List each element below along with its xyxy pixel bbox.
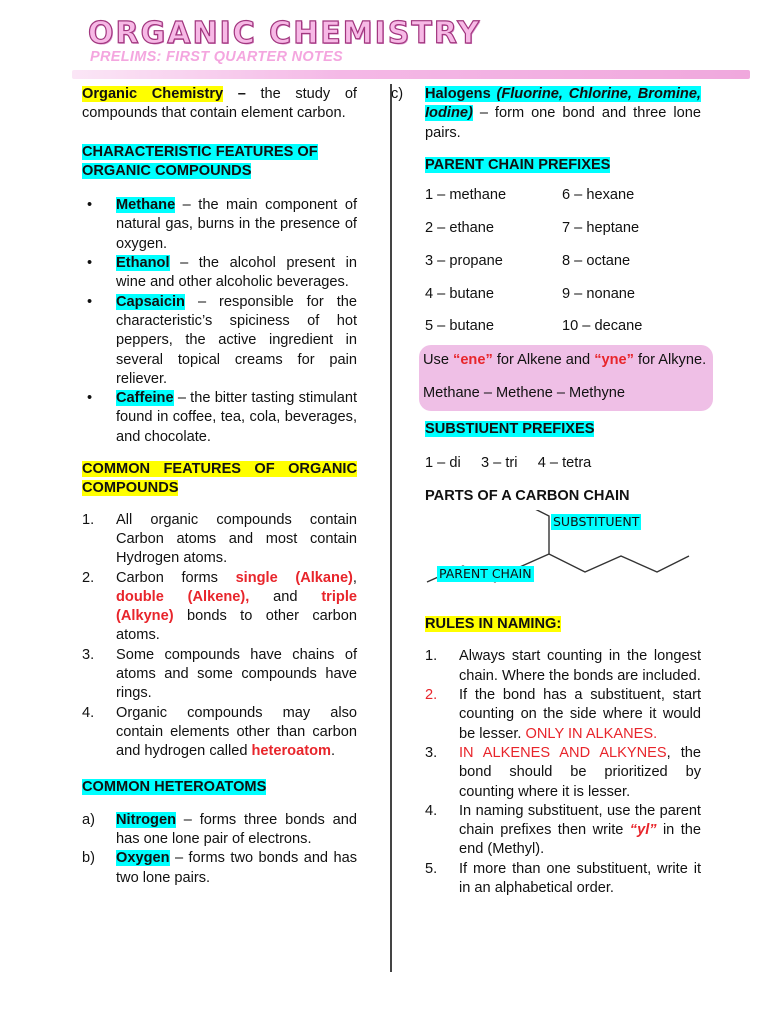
rules-list <box>425 647 701 898</box>
page-title: ORGANIC CHEMISTRY <box>88 16 482 51</box>
rule-3-emphasis: IN ALKENES AND ALKYNES <box>459 744 667 761</box>
left-column <box>82 85 357 888</box>
common-list <box>82 511 357 762</box>
term-methane: Methane <box>116 197 176 214</box>
list-label: a) <box>82 811 95 828</box>
yl-suffix: “yl” <box>629 822 657 839</box>
substituent-label: SUBSTITUENT <box>553 514 640 530</box>
term-oxygen: Oxygen <box>116 850 170 867</box>
list-item: 2. Carbon forms single (Alkane), double (Alkene), and triple (Alkyne) bonds to other carbon atoms. <box>82 569 357 644</box>
triple-alkyne: triple (Alkyne) <box>116 588 357 625</box>
rules-heading-wrap <box>425 615 701 634</box>
term-text: – form one bond and three lone pairs. <box>425 105 701 141</box>
char-heading-wrap <box>82 143 357 182</box>
term-text: – the alcohol present in wine and other alcoholic beverages. <box>116 255 357 291</box>
rule-4-end: in the end (Methyl). <box>459 822 701 858</box>
rule-2-number: 2. <box>425 687 438 704</box>
term-text: – forms two bonds and has two lone pairs. <box>116 850 357 886</box>
list-label: c) <box>391 86 404 102</box>
and-text: and <box>249 588 322 605</box>
hetero-heading-wrap <box>82 778 357 797</box>
list-item <box>391 85 701 143</box>
common-item-4: Organic compounds may also contain elements other than carbon and hydrogen called <box>116 704 357 760</box>
intro-text: the study of compounds that contain element carbon. <box>82 86 357 122</box>
list-item: 3. Some compounds have chains of atoms and some compounds have rings. <box>82 646 357 702</box>
rule-2-emphasis: ONLY IN ALKANES. <box>525 725 658 742</box>
parts-heading: PARTS OF A CARBON CHAIN <box>425 487 630 504</box>
hetero-heading: COMMON HETEROATOMS <box>82 778 267 795</box>
list-item <box>82 849 357 888</box>
prefix-grid <box>425 186 701 336</box>
list-item <box>82 811 357 850</box>
list-item: 1. Always start counting in the longest chain. Where the bonds are included. <box>425 648 701 684</box>
rule-3: , the bond should be prioritized by counting where it is lesser. <box>459 744 701 800</box>
page-subtitle: PRELIMS: FIRST QUARTER NOTES <box>90 49 344 65</box>
halogen-list <box>391 85 701 143</box>
list-item: • Capsaicin – responsible for the characteristic’s spiciness of hot peppers, the active ingredient in several topical creams for pain reliever. <box>87 293 357 387</box>
list-item: • Methane – the main component of natural gas, burns in the presence of oxygen. <box>87 197 357 252</box>
list-label: b) <box>82 850 95 867</box>
list-item: • Caffeine – the bitter tasting stimulant found in coffee, tea, cola, beverages, and chocolate. <box>87 390 357 445</box>
term-caffeine: Caffeine <box>116 390 174 407</box>
term-capsaicin: Capsaicin <box>116 293 185 310</box>
intro-term: Organic Chemistry <box>82 86 224 102</box>
term-text: – forms three bonds and has one lone pair of electrons. <box>116 811 357 848</box>
prefix-item: 4 – butane <box>425 285 494 302</box>
right-column <box>391 85 707 898</box>
common-heading-wrap <box>82 460 357 499</box>
term-text: – responsible for the characteristic’s spiciness of hot peppers, the active ingredient in several topical creams for pain reliever. <box>116 293 357 387</box>
term-halogens: Halogens <box>425 86 491 102</box>
common-item-2-end: bonds to other carbon atoms. <box>116 608 357 644</box>
prefix-item: 9 – nonane <box>562 285 636 302</box>
note-text: Use <box>423 351 454 368</box>
prefix-item: 7 – heptane <box>562 219 640 236</box>
char-list <box>82 196 357 447</box>
prefix-item: 3 – propane <box>425 252 503 269</box>
ene-yne-note <box>419 345 713 412</box>
rule-5: If more than one substituent, write it in an alphabetical order. <box>459 860 701 897</box>
subst-prefixes: 1 – di 3 – tri 4 – tetra <box>425 454 592 471</box>
parent-chain-label: PARENT CHAIN <box>439 566 532 582</box>
prefix-item: 8 – octane <box>562 252 631 269</box>
hetero-list <box>82 811 357 888</box>
list-item: 3. IN ALKENES AND ALKYNES, the bond should be prioritized by counting where it is lesser. <box>425 744 701 800</box>
ene-suffix: “ene” <box>453 351 493 368</box>
note-text: for Alkyne. <box>633 351 707 368</box>
prefix-item: 5 – butane <box>425 318 494 335</box>
rule-1: Always start counting in the longest chain. Where the bonds are included. <box>459 648 701 684</box>
carbon-chain-diagram <box>425 510 701 598</box>
term-ethanol: Ethanol <box>116 255 170 272</box>
common-item-3: Some compounds have chains of atoms and some compounds have rings. <box>116 646 357 702</box>
list-item: 4. In naming substituent, use the parent chain prefixes then write “yl” in the end (Methyl). <box>425 802 701 858</box>
list-item: 5. If more than one substituent, write it in an alphabetical order. <box>425 860 701 897</box>
note-line-1 <box>423 351 707 370</box>
prefix-heading: PARENT CHAIN PREFIXES <box>425 156 611 173</box>
yne-suffix: “yne” <box>594 351 634 368</box>
rules-heading: RULES IN NAMING: <box>425 616 562 633</box>
intro-dash: – <box>223 86 246 102</box>
char-heading: CHARACTERISTIC FEATURES OF ORGANIC COMPOUNDS <box>82 143 318 179</box>
prefix-item: 1 – methane <box>425 187 507 204</box>
subst-heading-wrap <box>425 420 701 439</box>
term-text: – the bitter tasting stimulant found in coffee, tea, cola, beverages, and chocolate. <box>116 390 357 445</box>
single-alkane: single (Alkane) <box>235 569 353 586</box>
prefix-item: 6 – hexane <box>562 187 635 204</box>
intro-paragraph <box>82 85 357 124</box>
common-item-2-text: Carbon forms <box>116 569 236 586</box>
double-alkene: double (Alkene), <box>116 588 250 605</box>
prefix-heading-wrap <box>425 156 701 175</box>
substituent-line <box>525 510 549 554</box>
comma: , <box>352 569 357 586</box>
list-item: 1. All organic compounds contain Carbon atoms and most contain Hydrogen atoms. <box>82 511 357 567</box>
term-text: – the main component of natural gas, burns in the presence of oxygen. <box>116 197 357 252</box>
column-divider <box>390 84 392 972</box>
header-rule <box>72 70 750 79</box>
list-item: • Ethanol – the alcohol present in wine and other alcoholic beverages. <box>87 255 357 291</box>
note-line-2: Methane – Methene – Methyne <box>423 384 626 401</box>
rule-2: If the bond has a substituent, start counting on the side where it would be lesser. <box>459 687 701 742</box>
note-text: for Alkene and <box>492 351 595 368</box>
list-item: 4. Organic compounds may also contain elements other than carbon and hydrogen called heteroatom. <box>82 704 357 760</box>
rule-4: In naming substituent, use the parent chain prefixes then write <box>459 802 701 839</box>
term-nitrogen: Nitrogen <box>116 811 176 828</box>
halogen-examples: (Fluorine, Chlorine, Bromine, Iodine) <box>425 86 701 122</box>
common-item-1: All organic compounds contain Carbon atoms and most contain Hydrogen atoms. <box>116 511 357 567</box>
prefix-item: 10 – decane <box>562 318 643 335</box>
subst-heading: SUBSTIUENT PREFIXES <box>425 421 595 438</box>
prefix-item: 2 – ethane <box>425 219 494 236</box>
period: . <box>330 743 336 760</box>
heteroatom-term: heteroatom <box>251 743 331 760</box>
list-item <box>425 686 701 744</box>
common-heading: COMMON FEATURES OF ORGANIC COMPOUNDS <box>82 461 357 497</box>
